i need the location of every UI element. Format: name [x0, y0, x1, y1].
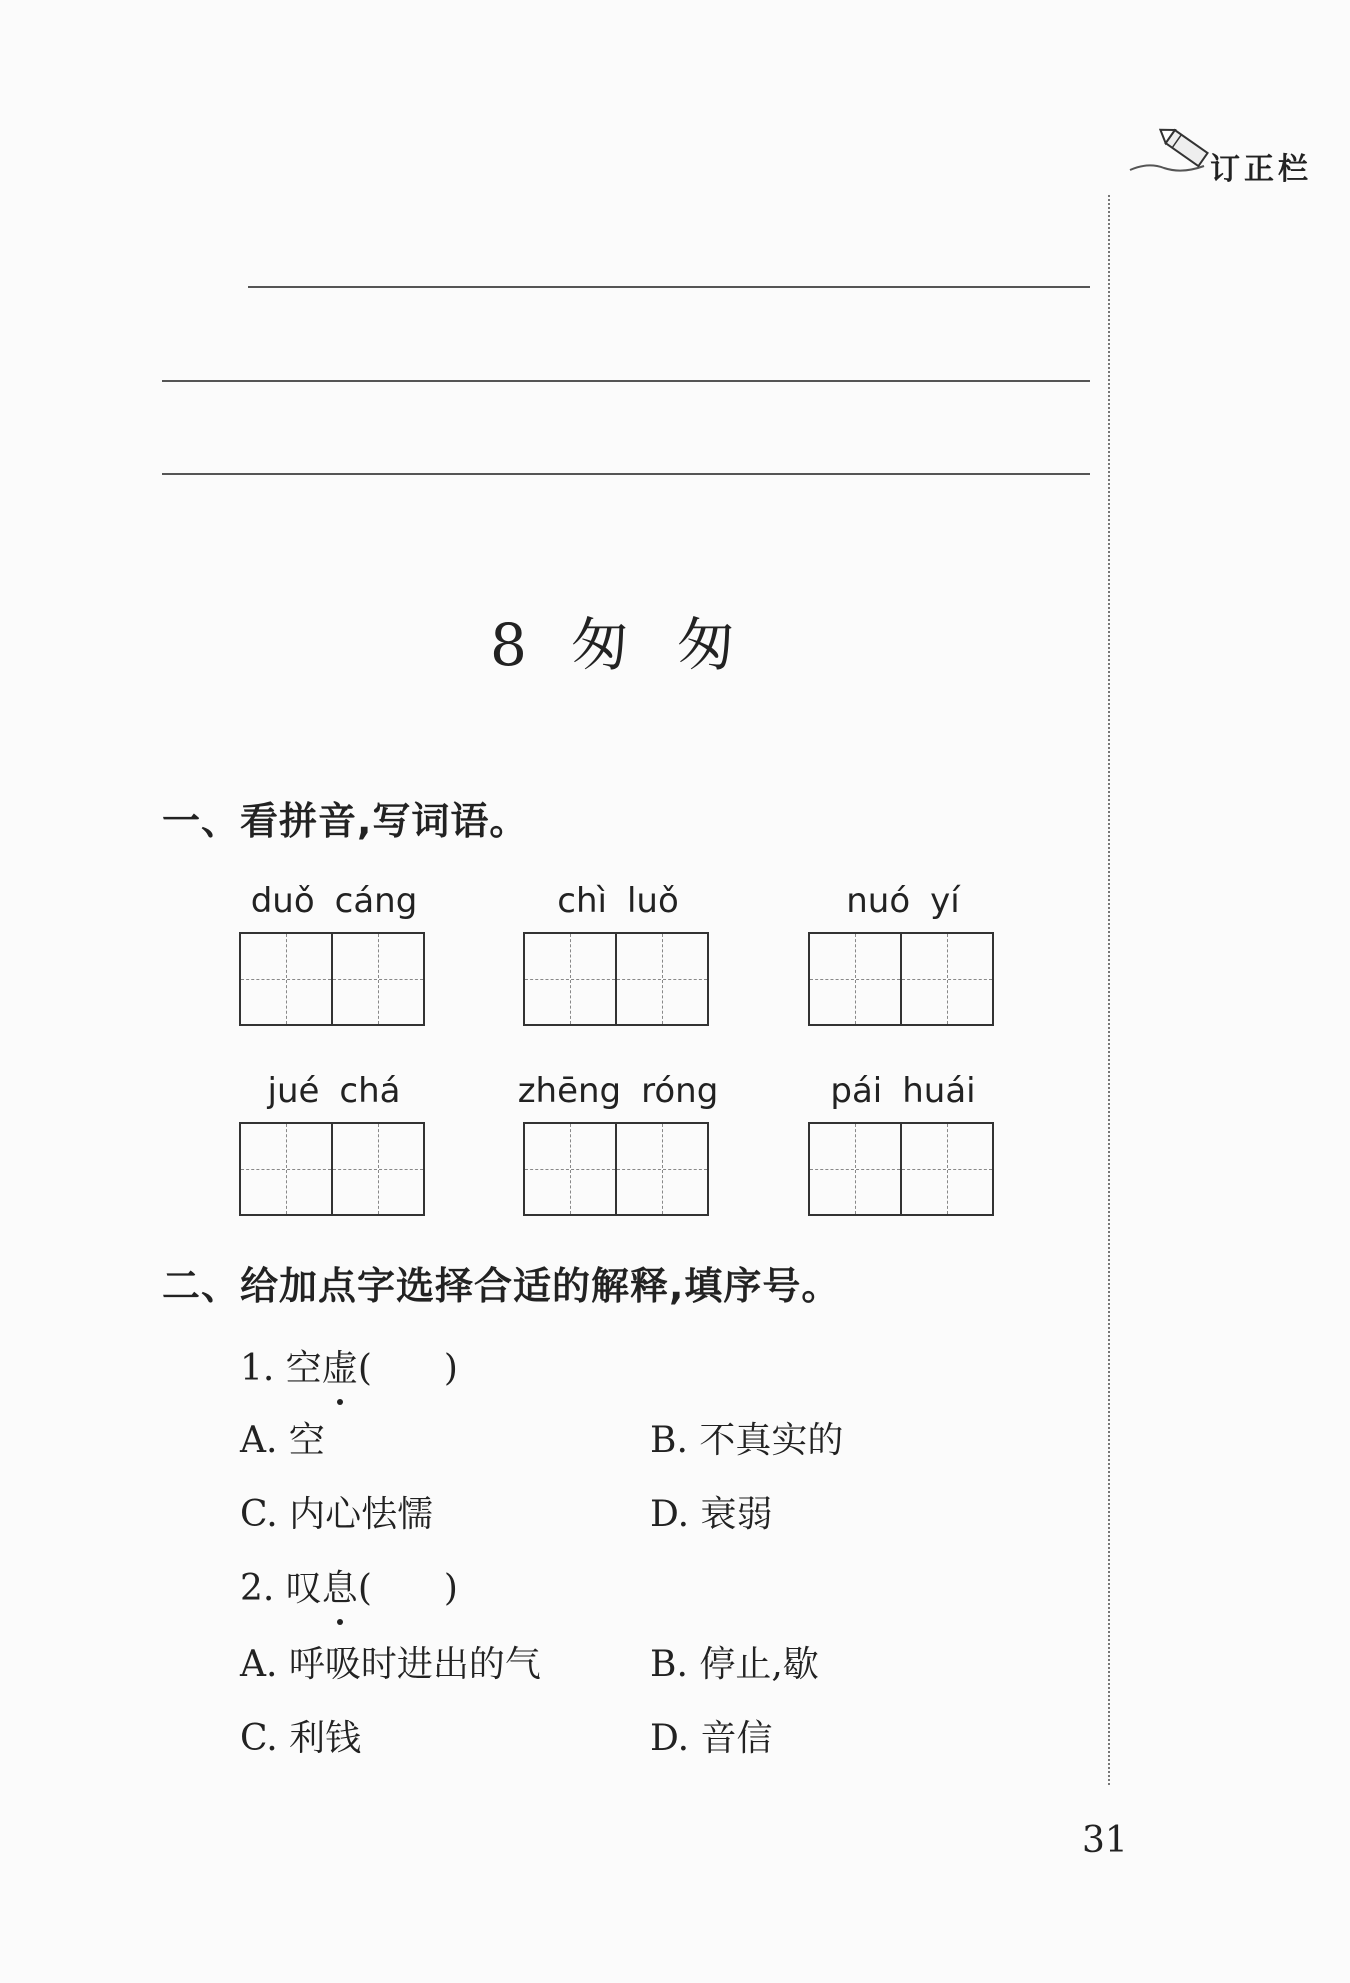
writing-box[interactable] [525, 1124, 617, 1214]
writing-grid [523, 1122, 709, 1216]
pinyin-row [239, 1068, 429, 1114]
option-d: D. 衰弱 [650, 1494, 773, 1535]
writing-grid [523, 932, 709, 1026]
pinyin-syllable: pái [830, 1071, 883, 1111]
section-1-heading: 一、看拼音,写词语。 [162, 799, 529, 843]
pinyin-syllable: cáng [334, 881, 418, 921]
writing-grid [808, 932, 994, 1026]
dotted-character: 息 [322, 1560, 358, 1611]
page-number: 31 [1082, 1820, 1128, 1861]
pinyin-syllable: zhēng [517, 1071, 622, 1111]
answer-blank[interactable]: ( ) [357, 1568, 458, 1609]
pinyin-item-5 [517, 1068, 719, 1216]
writing-box[interactable] [810, 1124, 902, 1214]
pinyin-syllable: duǒ [250, 881, 315, 921]
pinyin-item-3 [808, 878, 998, 1026]
pinyin-item-6 [808, 1068, 998, 1216]
pinyin-syllable: chì [557, 881, 607, 921]
option-a: A. 呼吸时进出的气 [240, 1644, 541, 1685]
lesson-number: 8 [490, 611, 531, 679]
writing-box[interactable] [617, 934, 707, 1024]
option-c: C. 内心怯懦 [240, 1494, 434, 1535]
lesson-title [490, 598, 739, 682]
answer-line-1[interactable] [248, 286, 1090, 288]
writing-box[interactable] [902, 1124, 992, 1214]
pinyin-row [239, 878, 429, 924]
section-2-heading: 二、给加点字选择合适的解释,填序号。 [162, 1264, 841, 1308]
pinyin-row [523, 878, 713, 924]
option-c: C. 利钱 [240, 1718, 362, 1759]
lesson-title-char-2: 匆 [676, 611, 739, 679]
pinyin-syllable: jué [267, 1071, 320, 1111]
dotted-character: 虚 [322, 1340, 358, 1391]
writing-box[interactable] [333, 1124, 423, 1214]
pinyin-syllable: luǒ [626, 881, 679, 921]
correction-column-title: 订正栏 [1210, 152, 1312, 187]
pinyin-syllable: róng [641, 1071, 719, 1111]
writing-box[interactable] [617, 1124, 707, 1214]
option-b: B. 不真实的 [650, 1420, 844, 1461]
answer-line-3[interactable] [162, 473, 1090, 475]
lesson-title-char-1: 匆 [570, 611, 633, 679]
pinyin-syllable: chá [339, 1071, 401, 1111]
option-b: B. 停止,歇 [650, 1644, 819, 1685]
writing-grid [239, 1122, 425, 1216]
correction-column-header [1128, 128, 1350, 188]
writing-grid [808, 1122, 994, 1216]
question-prefix: 1. 空 [240, 1348, 322, 1389]
pinyin-syllable: huái [902, 1071, 976, 1111]
pinyin-syllable: yí [930, 881, 960, 921]
pinyin-row [517, 1068, 719, 1114]
writing-box[interactable] [333, 934, 423, 1024]
pinyin-row [808, 1068, 998, 1114]
correction-column-divider [1108, 195, 1110, 1785]
answer-blank[interactable]: ( ) [357, 1348, 458, 1389]
pinyin-item-4 [239, 1068, 429, 1216]
question-prefix: 2. 叹 [240, 1568, 322, 1609]
pencil-icon [1128, 128, 1218, 178]
pinyin-item-2 [523, 878, 713, 1026]
writing-box[interactable] [902, 934, 992, 1024]
question-2 [240, 1560, 458, 1611]
pinyin-row [808, 878, 998, 924]
question-1 [240, 1340, 458, 1391]
writing-box[interactable] [241, 1124, 333, 1214]
pinyin-item-1 [239, 878, 429, 1026]
option-a: A. 空 [240, 1420, 325, 1461]
writing-box[interactable] [810, 934, 902, 1024]
writing-grid [239, 932, 425, 1026]
option-d: D. 音信 [650, 1718, 773, 1759]
pinyin-syllable: nuó [846, 881, 911, 921]
writing-box[interactable] [241, 934, 333, 1024]
answer-line-2[interactable] [162, 380, 1090, 382]
writing-box[interactable] [525, 934, 617, 1024]
